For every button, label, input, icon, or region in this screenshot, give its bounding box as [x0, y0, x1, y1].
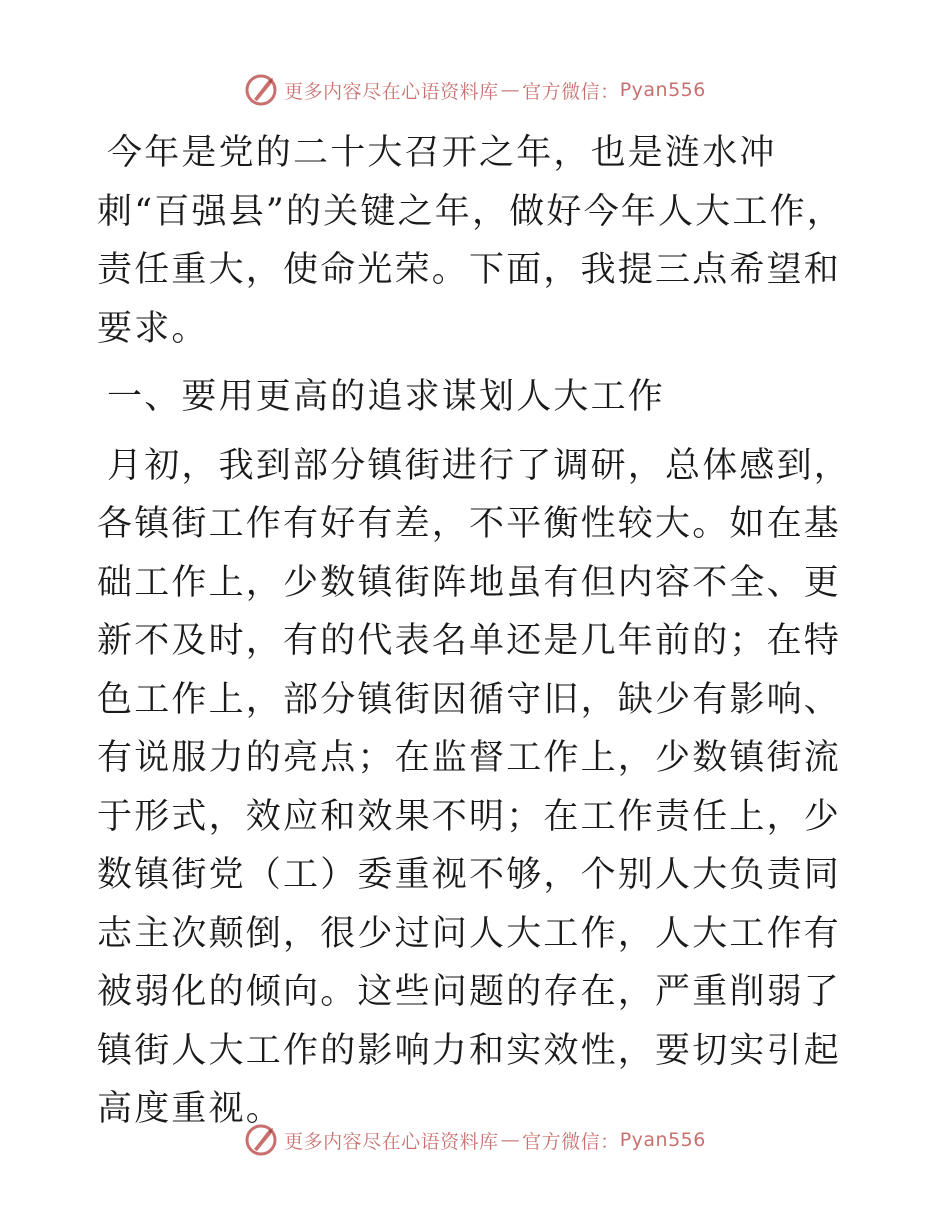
watermark-official-label: 官方微信：: [522, 1130, 620, 1153]
quill-logo-icon: [244, 73, 278, 107]
quill-logo-icon: [244, 1123, 278, 1157]
watermark-separator: —: [500, 1129, 521, 1151]
paragraph-intro: 今年是党的二十大召开之年，也是涟水冲刺“百强县”的关键之年，做好今年人大工作，责任重大，使命光荣。下面，我提三点希望和要求。: [97, 133, 844, 349]
section-heading-one: 一、要用更高的追求谋划人大工作: [107, 377, 666, 417]
watermark-separator: —: [500, 79, 521, 101]
document-body: [97, 124, 857, 1139]
watermark-wechat-id: Pyan556: [619, 1129, 706, 1151]
watermark-site-text: 更多内容尽在心语资料库: [284, 80, 499, 103]
header-watermark: [0, 70, 950, 110]
footer-watermark: [0, 1120, 950, 1160]
watermark-official-label: 官方微信：: [522, 80, 620, 103]
watermark-site-text: 更多内容尽在心语资料库: [284, 1130, 499, 1153]
paragraph-research: 月初，我到部分镇街进行了调研，总体感到，各镇街工作有好有差，不平衡性较大。如在基础工作上，少数镇街阵地虽有但内容不全、更新不及时，有的代表名单还是几年前的；在特色工作上，部分镇街因循守旧，缺少有影响、有说服力的亮点；在监督工作上，少数镇街流于形式，效应和效果不明；在工作责任上，少数镇街党（工）委重视不够，个别人大负责同志主次颠倒，很少过问人大工作，人大工作有被弱化的倾向。这些问题的存在，严重削弱了镇街人大工作的影响力和实效性，要切实引起高度重视。: [97, 445, 852, 1129]
watermark-wechat-id: Pyan556: [619, 79, 706, 101]
